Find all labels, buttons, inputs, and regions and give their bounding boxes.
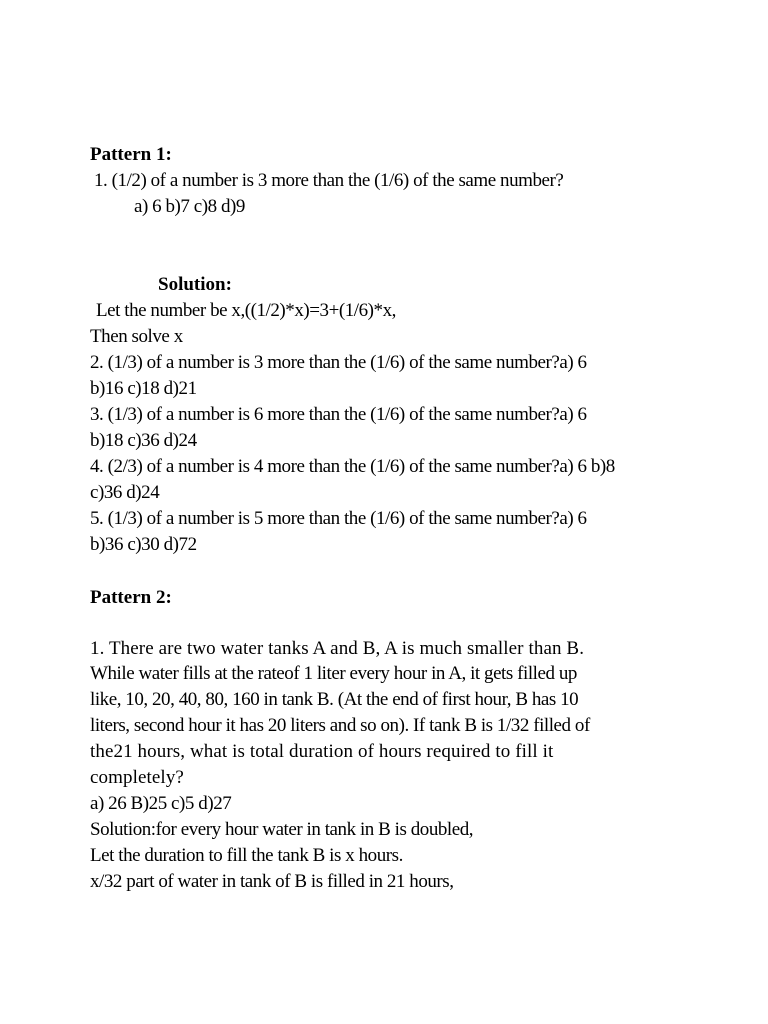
pattern1-solution-heading: Solution: [158, 274, 232, 295]
pattern1-heading: Pattern 1: [90, 144, 172, 165]
pattern1-question-3-line-2: b)18 c)36 d)24 [90, 430, 197, 451]
pattern2-question-1-line-3: like, 10, 20, 40, 80, 160 in tank B. (At the end of first hour, B has 10 [90, 689, 579, 710]
pattern1-question-1-options: a) 6 b)7 c)8 d)9 [134, 196, 245, 217]
pattern2-solution-line-1: Solution:for every hour water in tank in B is doubled, [90, 819, 474, 840]
pattern2-solution-line-2: Let the duration to fill the tank B is x hours. [90, 845, 403, 866]
pattern2-question-1-options: a) 26 B)25 c)5 d)27 [90, 793, 232, 814]
pattern1-question-5-line-1: 5. (1/3) of a number is 5 more than the (1/6) of the same number?a) 6 [90, 508, 587, 529]
pattern2-question-1-line-6: completely? [90, 767, 184, 788]
pattern1-question-4-line-2: c)36 d)24 [90, 482, 160, 503]
pattern2-question-1-line-4: liters, second hour it has 20 liters and so on). If tank B is 1/32 filled of [90, 715, 590, 736]
pattern1-question-2-line-1: 2. (1/3) of a number is 3 more than the (1/6) of the same number?a) 6 [90, 352, 587, 373]
pattern1-question-2-line-2: b)16 c)18 d)21 [90, 378, 197, 399]
pattern1-question-3-line-1: 3. (1/3) of a number is 6 more than the (1/6) of the same number?a) 6 [90, 404, 587, 425]
pattern2-heading: Pattern 2: [90, 587, 172, 608]
pattern2-question-1-line-5: the21 hours, what is total duration of hours required to fill it [90, 741, 554, 762]
pattern2-question-1-line-1: 1. There are two water tanks A and B, A is much smaller than B. [90, 638, 585, 659]
pattern2-question-1-line-2: While water fills at the rateof 1 liter every hour in A, it gets filled up [90, 663, 577, 684]
pattern1-question-1: 1. (1/2) of a number is 3 more than the (1/6) of the same number? [94, 170, 564, 191]
pattern1-solution-line-2: Then solve x [90, 326, 183, 347]
pattern2-solution-line-3: x/32 part of water in tank of B is filled in 21 hours, [90, 871, 454, 892]
pattern1-question-5-line-2: b)36 c)30 d)72 [90, 534, 197, 555]
pattern1-solution-line-1: Let the number be x,((1/2)*x)=3+(1/6)*x, [96, 300, 396, 321]
pattern1-question-4-line-1: 4. (2/3) of a number is 4 more than the (1/6) of the same number?a) 6 b)8 [90, 456, 615, 477]
